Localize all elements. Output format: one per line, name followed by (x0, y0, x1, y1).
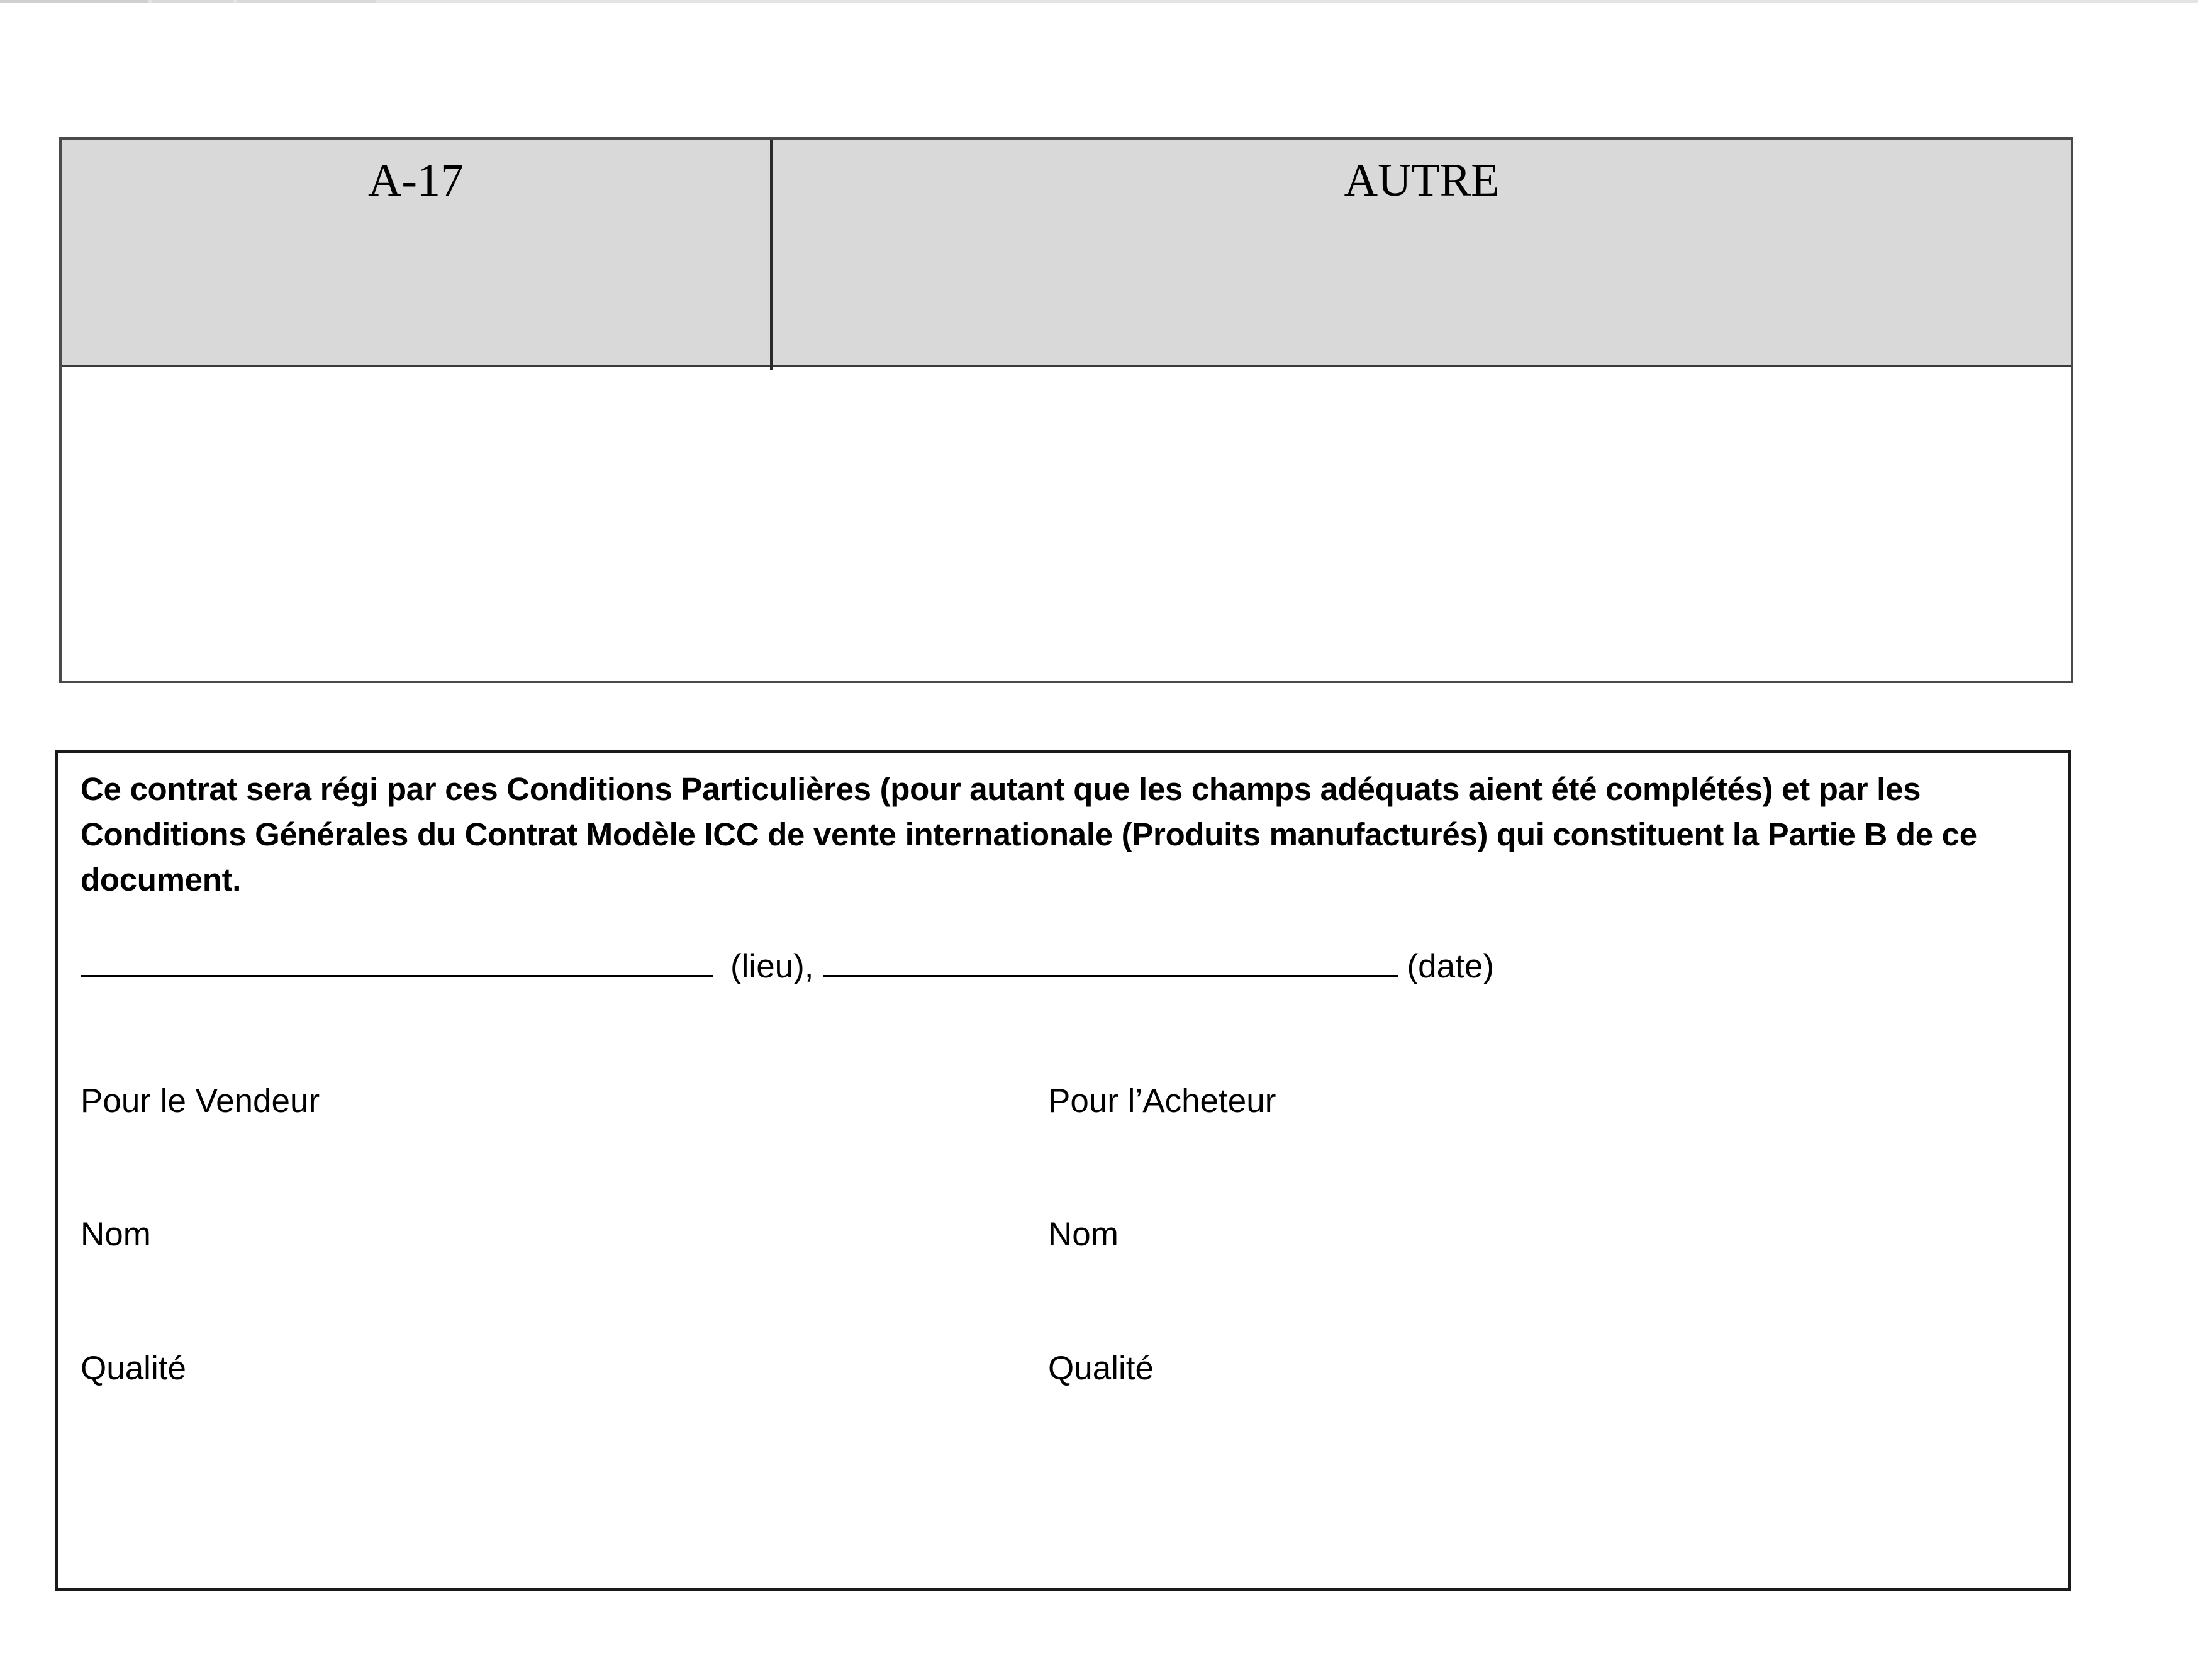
governing-law-text: Ce contrat sera régi par ces Conditions Particulières (pour autant que les champs adéquats aient été complétés) et par les Conditions Générales du Contrat Modèle ICC de vente internationale (Produits manufacturés) qui constituent la Partie B de ce document. (81, 771, 1977, 898)
clause-column-divider (770, 140, 773, 370)
clause-title: AUTRE (1344, 155, 1500, 206)
place-date-line (81, 947, 1494, 987)
date-blank-field[interactable] (823, 950, 1398, 977)
seller-party-label: Pour le Vendeur (81, 1082, 320, 1120)
buyer-party-label: Pour l’Acheteur (1048, 1082, 1276, 1120)
seller-quality-label: Qualité (81, 1350, 186, 1387)
clause-table (59, 137, 2073, 683)
scrollbar-segment (237, 0, 376, 3)
buyer-quality-label: Qualité (1048, 1350, 1154, 1387)
buyer-name-label: Nom (1048, 1216, 1119, 1253)
scrollbar-segment (152, 0, 233, 3)
clause-code: A-17 (367, 155, 464, 206)
scrollbar-segment (0, 0, 148, 3)
place-label: (lieu), (730, 948, 814, 985)
top-scrollbar[interactable] (0, 0, 2198, 3)
signature-box (55, 750, 2071, 1591)
seller-name-label: Nom (81, 1216, 151, 1253)
clause-body-field[interactable] (62, 367, 2071, 681)
date-label: (date) (1407, 948, 1494, 985)
clause-header-row (62, 140, 2071, 367)
place-blank-field[interactable] (81, 950, 713, 977)
